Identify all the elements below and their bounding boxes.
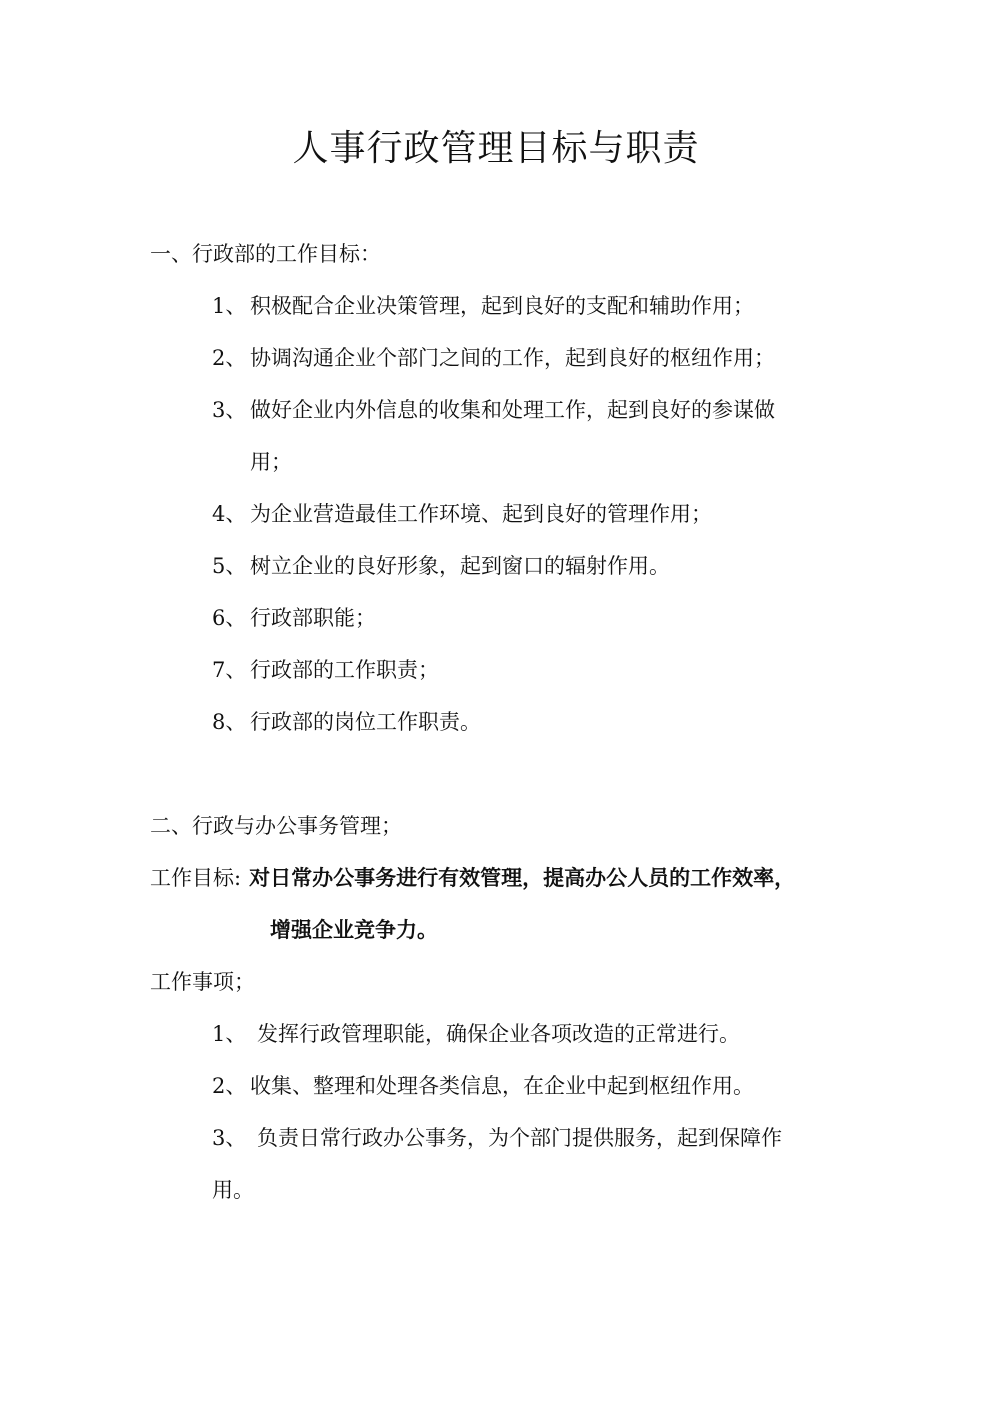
item-number: 1、 <box>212 1022 247 1046</box>
item-number: 7、 <box>212 658 247 682</box>
section1-item-3 <box>212 394 775 424</box>
item-text: 行政部的工作职责； <box>250 658 439 682</box>
item-text: 协调沟通企业个部门之间的工作，起到良好的枢纽作用； <box>250 346 775 370</box>
item-text: 为企业营造最佳工作环境、起到良好的管理作用； <box>250 502 712 526</box>
item-text: 行政部的岗位工作职责。 <box>250 710 481 734</box>
section2-item-1 <box>212 1018 740 1048</box>
section2-heading: 二、行政与办公事务管理； <box>150 814 402 838</box>
work-items-label: 工作事项； <box>150 970 255 994</box>
item-text: 负责日常行政办公事务，为个部门提供服务，起到保障作 <box>257 1126 782 1150</box>
section1-item-7 <box>212 654 439 684</box>
section1-item-3-continued: 用； <box>250 450 292 474</box>
item-number: 8、 <box>212 710 247 734</box>
item-number: 3、 <box>212 1126 247 1150</box>
item-number: 6、 <box>212 606 247 630</box>
item-text: 树立企业的良好形象，起到窗口的辐射作用。 <box>250 554 670 578</box>
item-number: 3、 <box>212 398 247 422</box>
section1-item-4 <box>212 498 712 528</box>
section2-item-2 <box>212 1070 754 1100</box>
work-goal-label: 工作目标: <box>150 866 242 890</box>
item-number: 2、 <box>212 1074 247 1098</box>
item-text: 行政部职能； <box>250 606 376 630</box>
work-goal-continued: 增强企业竞争力。 <box>270 917 438 942</box>
item-text: 收集、整理和处理各类信息，在企业中起到枢纽作用。 <box>250 1074 754 1098</box>
item-number: 2、 <box>212 346 247 370</box>
item-text: 做好企业内外信息的收集和处理工作，起到良好的参谋做 <box>250 398 775 422</box>
section1-item-2 <box>212 342 775 372</box>
section1-item-1 <box>212 290 754 320</box>
section2-item-3-continued: 用。 <box>212 1178 254 1202</box>
item-number: 5、 <box>212 554 247 578</box>
section1-item-8 <box>212 706 481 736</box>
section2-item-3 <box>212 1122 782 1152</box>
item-text: 积极配合企业决策管理，起到良好的支配和辅助作用； <box>250 294 754 318</box>
section1-heading: 一、行政部的工作目标： <box>150 242 381 266</box>
work-goal-text: 对日常办公事务进行有效管理，提高办公人员的工作效率， <box>249 865 796 890</box>
item-text: 发挥行政管理职能，确保企业各项改造的正常进行。 <box>257 1022 740 1046</box>
section1-item-5 <box>212 550 670 580</box>
section1-item-6 <box>212 602 376 632</box>
item-number: 1、 <box>212 294 247 318</box>
work-goal <box>150 862 795 892</box>
document-title: 人事行政管理目标与职责 <box>292 128 700 169</box>
item-number: 4、 <box>212 502 247 526</box>
